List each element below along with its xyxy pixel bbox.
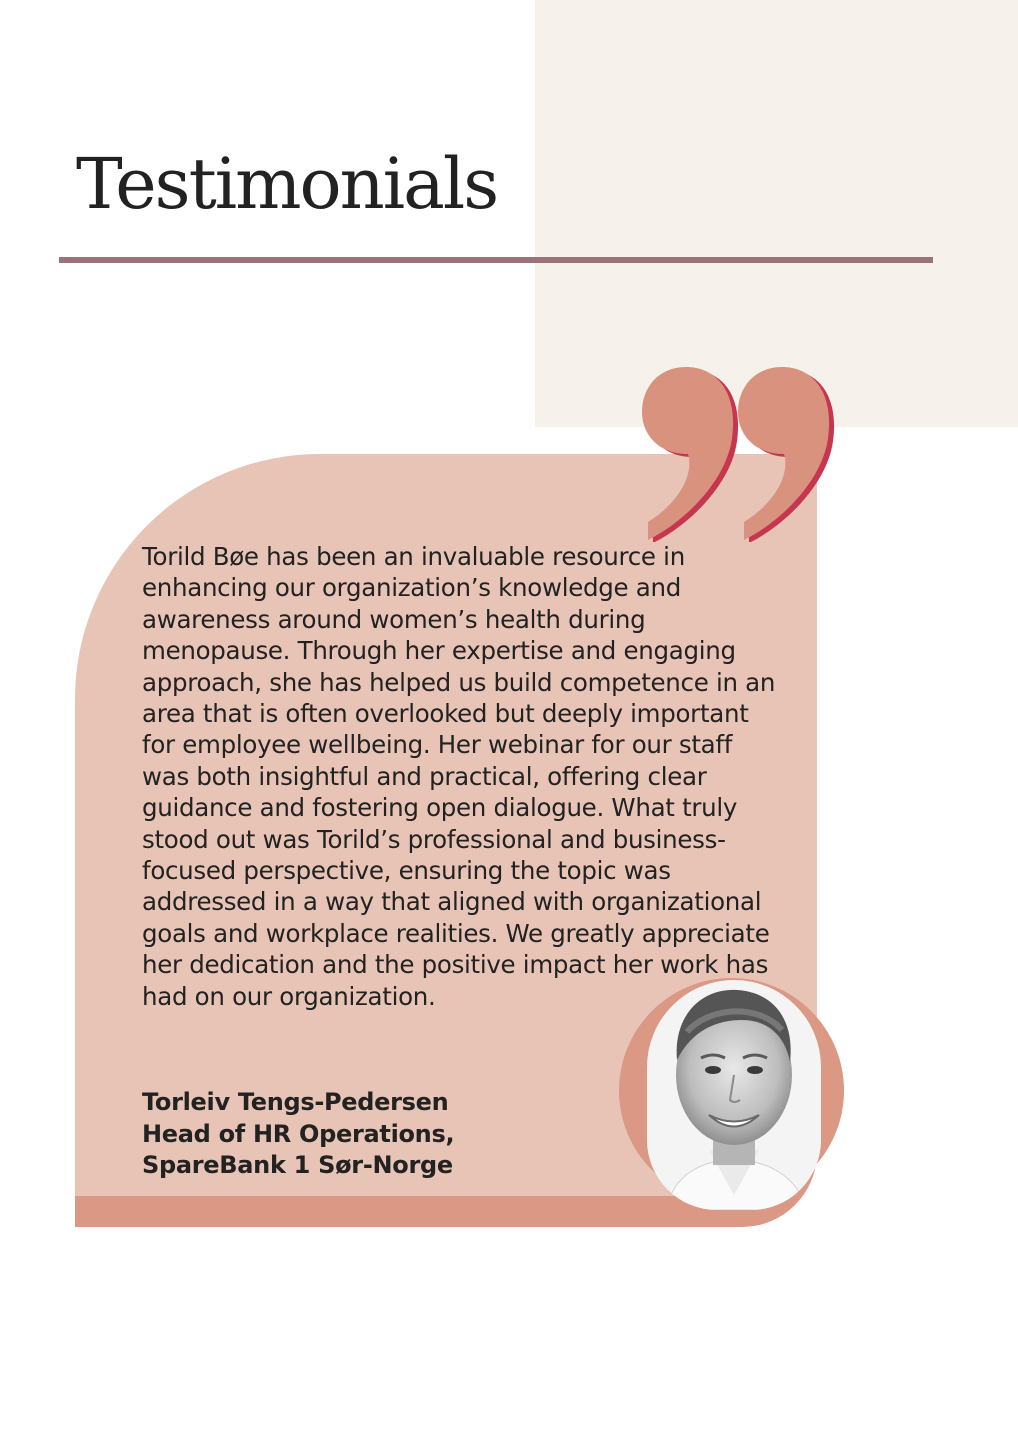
closing-quote-icon [640,362,835,542]
author-name: Torleiv Tengs-Pedersen [142,1088,449,1116]
author-role: Head of HR Operations, [142,1119,455,1148]
author-company: SpareBank 1 Sør-Norge [142,1151,453,1180]
testimonial-author [142,1087,602,1182]
avatar [647,980,821,1210]
testimonial-quote: Torild Bøe has been an invaluable resource in enhancing our organization’s knowledge and awareness around women’s health during menopause. Through her expertise and engaging approach, she has helped us build competence in an area that is often overlooked but deeply important for employee wellbeing. Her webinar for our staff was both insightful and practical, offering clear guidance and fostering open dialogue. What truly stood out was Torild’s professional and business-focused perspective, ensuring the topic was addressed in a way that aligned with organizational goals and workplace realities. We greatly appreciate her dedication and the positive impact her work has had on our organization. [142,542,776,1011]
title-divider [59,257,933,263]
page-title: Testimonials [76,143,498,225]
